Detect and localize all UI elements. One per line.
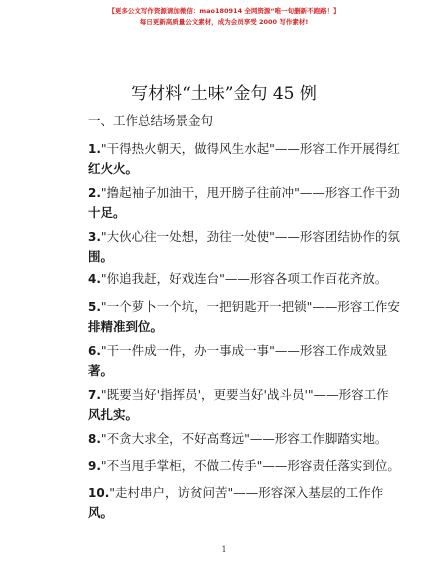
- list-item: [88, 183, 400, 223]
- list-item-line-2: 排精准到位。: [88, 319, 164, 334]
- list-item-line-2: 风扎实。: [88, 407, 139, 422]
- list-item-text: "干一件成一件，办一事成一事"——形容工作成效显: [100, 343, 388, 358]
- list-item-number: 6.: [88, 344, 101, 358]
- list-item-number: 7.: [88, 388, 101, 402]
- list-item-line-1: [88, 341, 388, 361]
- list-item-text: "不当甩手掌柜，不做二传手"——形容责任落实到位。: [100, 458, 400, 473]
- list-item-line-2: 围。: [88, 249, 114, 264]
- list-item: [88, 297, 400, 337]
- list-item-line-1: [88, 269, 388, 289]
- list-item-line-2: 红火火。: [88, 161, 139, 176]
- list-item-number: 2.: [88, 186, 101, 200]
- list-item-text: "走村串户，访贫问苦"——形容深入基层的工作作: [109, 485, 384, 500]
- section-heading: 一、工作总结场景金句: [88, 113, 214, 128]
- list-item: [88, 456, 400, 476]
- list-item-line-2: 著。: [88, 363, 114, 378]
- list-item-number: 1.: [88, 142, 101, 156]
- promo-banner-line-1: 【更多公文写作资源请加微信：mao180914 全网资源“唯一旬删新不跑路！】: [108, 7, 340, 15]
- list-item: [88, 341, 388, 381]
- list-item-line-1: [88, 456, 400, 476]
- list-item-line-1: [88, 429, 388, 449]
- list-item-text: "大伙心往一处想，劲往一处使"——形容团结协作的氛: [100, 229, 400, 244]
- list-item: [88, 429, 388, 449]
- list-item-number: 4.: [88, 272, 101, 286]
- list-item-number: 9.: [88, 459, 101, 473]
- promo-banner-line-2: 每日更新高质量公文素材，成为会员享受 2000 写作素材!: [139, 18, 309, 26]
- list-item-number: 5.: [88, 300, 101, 314]
- list-item-text: "不贪大求全，不好高骛远"——形容工作脚踏实地。: [100, 431, 388, 446]
- list-item: [88, 227, 400, 267]
- list-item: [88, 139, 400, 179]
- list-item-line-1: [88, 297, 400, 317]
- list-item-line-2: 风。: [88, 505, 114, 520]
- list-item-text: "撸起袖子加油干，甩开膀子往前冲"——形容工作干劲: [100, 185, 400, 200]
- list-item-line-1: [88, 385, 389, 405]
- list-item-number: 10.: [88, 486, 110, 500]
- list-item-text: "一个萝卜一个坑，一把钥匙开一把锁"——形容工作安: [100, 299, 400, 314]
- list-item-line-1: [88, 483, 384, 503]
- list-item-line-1: [88, 183, 400, 203]
- list-item-line-1: [88, 139, 400, 159]
- page-number: 1: [221, 545, 227, 554]
- list-item-number: 3.: [88, 230, 101, 244]
- list-item-text: "干得热火朝天，做得风生水起"——形容工作开展得红: [100, 141, 400, 156]
- list-item-line-1: [88, 227, 400, 247]
- list-item-number: 8.: [88, 432, 101, 446]
- document-title: 写材料“土味”金句 45 例: [131, 84, 317, 104]
- list-item: [88, 483, 384, 523]
- list-item: [88, 385, 389, 425]
- list-item-text: "既要当好'指挥员'，更要当好'战斗员'"——形容工作: [100, 387, 389, 402]
- list-item-line-2: 十足。: [88, 205, 126, 220]
- list-item: [88, 269, 388, 289]
- list-item-text: "你追我赶，好戏连台"——形容各项工作百花齐放。: [100, 271, 388, 286]
